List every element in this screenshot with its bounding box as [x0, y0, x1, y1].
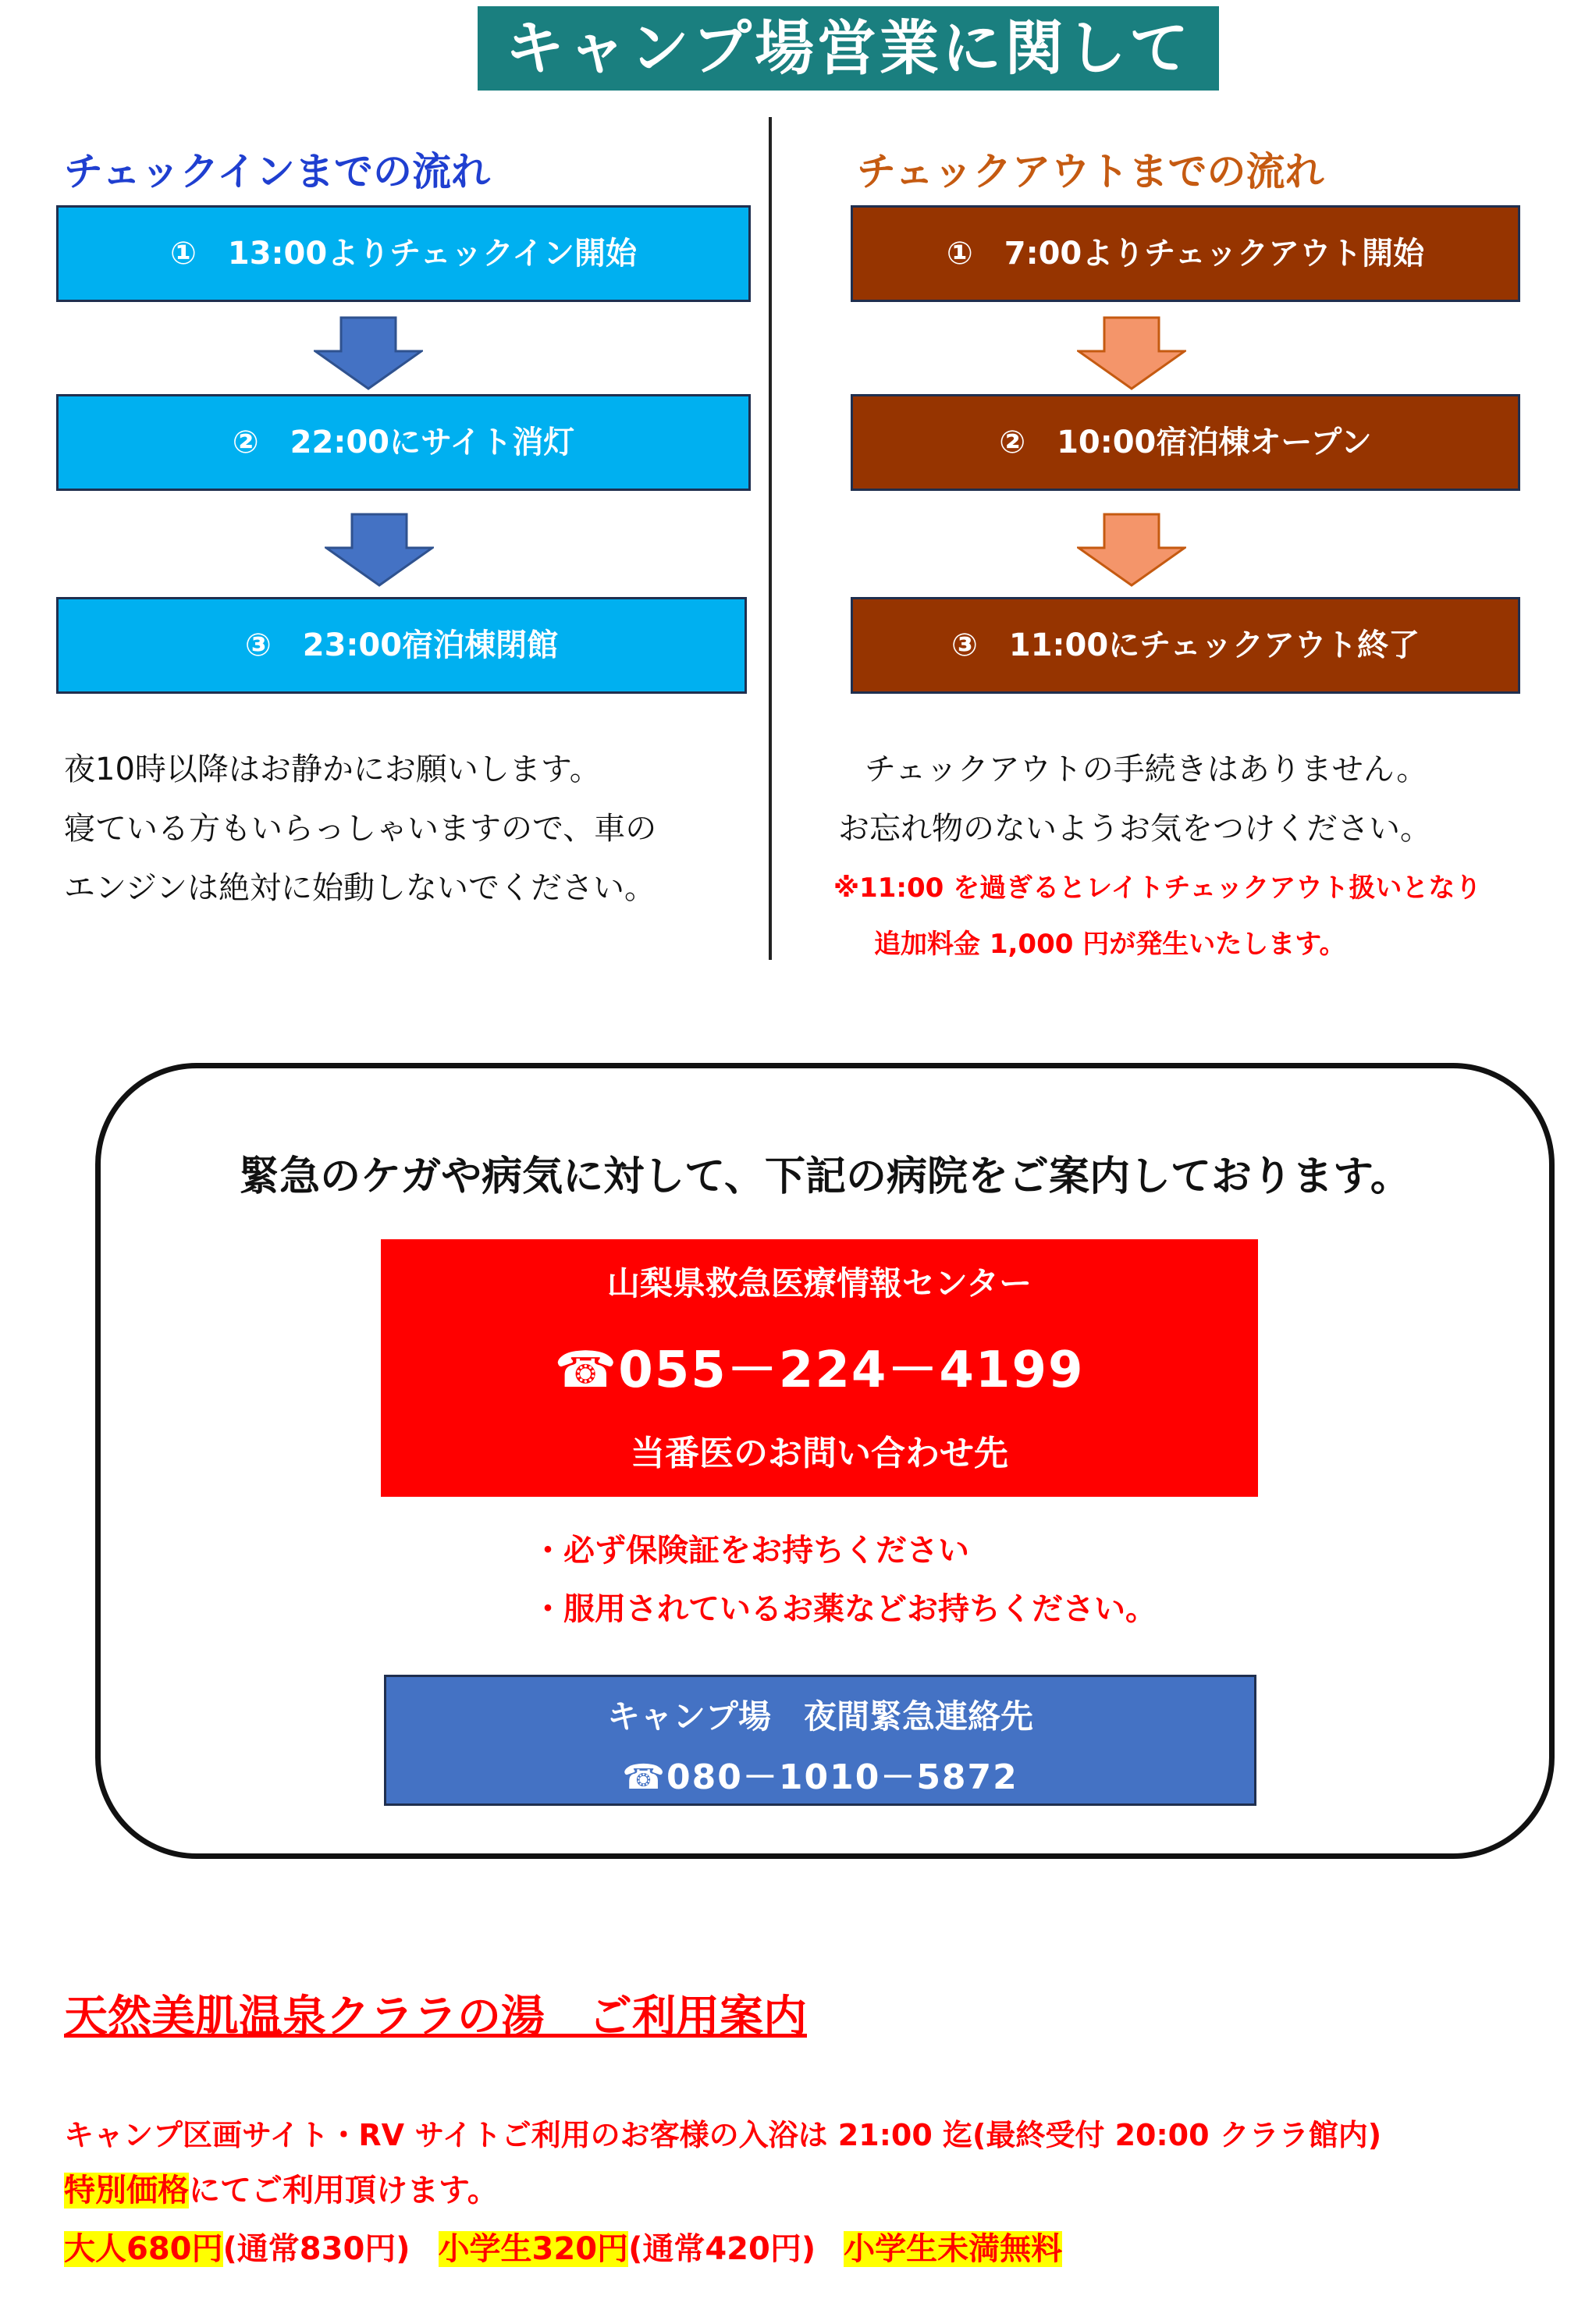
checkout-warning-1: ※11:00 を過ぎるとレイトチェックアウト扱いとなり	[833, 872, 1482, 904]
night-contact-label: キャンプ場 夜間緊急連絡先	[606, 1697, 1033, 1736]
telephone-icon: ☎	[622, 1757, 667, 1797]
checkin-note-1: 夜10時以降はお静かにお願いします。	[64, 752, 601, 787]
checkout-note-1: チェックアウトの手続きはありません。	[865, 752, 1428, 787]
adult-regular-price: (通常830円)	[222, 2231, 410, 2267]
emergency-heading: 緊急のケガや病気に対して、下記の病院をご案内しております。	[239, 1153, 1411, 1200]
down-arrow-icon	[1077, 513, 1186, 587]
column-divider	[769, 117, 772, 960]
special-price-highlight: 特別価格	[64, 2173, 189, 2209]
down-arrow-icon	[325, 513, 434, 587]
emergency-center-phone[interactable]: 055－224－4199	[618, 1341, 1085, 1399]
checkout-step-3: ③ 11:00にチェックアウト終了	[851, 597, 1520, 694]
onsen-price-line	[64, 2224, 1062, 2269]
checkout-step-2: ② 10:00宿泊棟オープン	[851, 394, 1520, 491]
onsen-line-2-rest: にてご利用頂けます。	[189, 2173, 499, 2209]
emergency-center-name: 山梨県救急医療情報センター	[606, 1264, 1032, 1302]
night-contact-box	[384, 1675, 1256, 1806]
emergency-center-subtitle: 当番医のお問い合わせ先	[631, 1434, 1008, 1473]
free-note: 小学生未満無料	[844, 2231, 1063, 2267]
reminder-insurance: ・必ず保険証をお持ちください	[532, 1533, 969, 1569]
onsen-title: 天然美肌温泉クララの湯 ご利用案内	[64, 1992, 807, 2042]
onsen-line-1: キャンプ区画サイト・RV サイトご利用のお客様の入浴は 21:00 迄(最終受付 20:00 クララ館内)	[64, 2118, 1382, 2152]
checkin-heading: チェックインまでの流れ	[64, 149, 490, 194]
child-regular-price: (通常420円)	[628, 2231, 816, 2267]
page-title: キャンプ場営業に関して	[478, 6, 1219, 91]
emergency-center-box	[381, 1239, 1258, 1497]
down-arrow-icon	[314, 316, 423, 390]
night-contact-phone[interactable]: 080－1010－5872	[666, 1757, 1018, 1797]
checkout-warning-2: 追加料金 1,000 円が発生いたします。	[874, 929, 1346, 960]
checkin-note-2: 寝ている方もいらっしゃいますので、車の	[64, 811, 657, 847]
telephone-icon: ☎	[554, 1341, 619, 1399]
checkin-note-3: エンジンは絶対に始動しないでください。	[64, 870, 656, 906]
checkin-step-2: ② 22:00にサイト消灯	[56, 394, 751, 491]
child-price: 小学生320円	[438, 2231, 629, 2267]
adult-price: 大人680円	[64, 2231, 223, 2267]
onsen-line-2	[64, 2166, 499, 2210]
checkout-note-2: お忘れ物のないようお気をつけください。	[838, 811, 1431, 847]
checkin-step-3: ③ 23:00宿泊棟閉館	[56, 597, 747, 694]
checkout-heading: チェックアウトまでの流れ	[857, 149, 1324, 194]
down-arrow-icon	[1077, 316, 1186, 390]
reminder-medicine: ・服用されているお薬などお持ちください。	[532, 1591, 1157, 1627]
checkin-step-1: ① 13:00よりチェックイン開始	[56, 205, 751, 302]
checkout-step-1: ① 7:00よりチェックアウト開始	[851, 205, 1520, 302]
